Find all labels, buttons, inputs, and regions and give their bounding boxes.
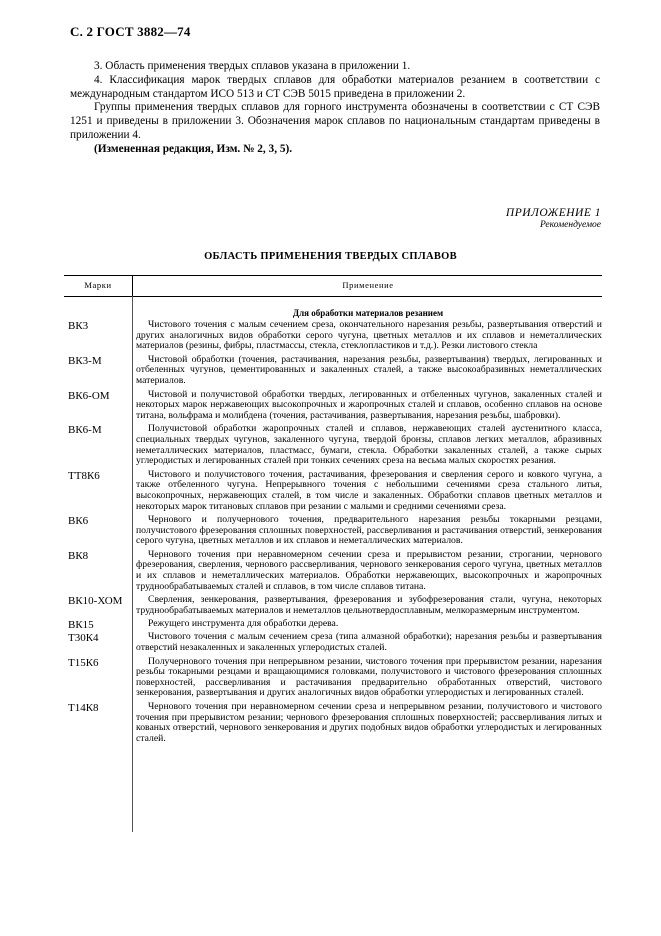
table-row — [64, 702, 602, 744]
application-text: Чернового и получернового точения, предварительного нарезания резьбы токарными резцами, получистового фрезерования сплошных поверхностей, рассверливания и растачивания отверстий, зенкерования серого чугуна, цветных металлов и их сплавов и неметаллических материалов. — [136, 514, 602, 547]
application-text: Чистового и получистового точения, растачивания, фрезерования и сверления серого и ковкого чугуна, а также отбеленного чугуна. Непрерывного точения с небольшими сечениями среза стального литья, высокопрочных, нержавеющих сталей, в том числе и закаленных. Обработки сплавов цветных металлов и некоторых марок титановых сплавов при резании с малыми и средними сечениями среза. — [136, 468, 602, 512]
appendix-label — [506, 207, 601, 230]
table-row — [64, 657, 602, 699]
application-text: Чистовой обработки (точения, растачивания, нарезания резьбы, развертывания) твердых, легированных и отбеленных чугунов, цементированных и закаленных сталей, а также высокоабразивных неметаллических материалов. — [136, 353, 602, 386]
application-text: Чистового точения с малым сечением среза, окончательного нарезания резьбы, развертывания отверстий и других аналогичных видов обработки серого чугуна, цветных металлов и их сплавов и неметаллических материалов (резины, фибры, пластмассы, стекла, стеклопластиков и т.д.). Резки листового стекла — [136, 319, 602, 352]
application-text: Чистовой и получистовой обработки твердых, легированных и отбеленных чугунов, закаленных сталей и некоторых марок нержавеющих высокопрочных и жаропрочных сталей и сплавов, особенно сплавов на основе титана, вольфрама и молибдена (точения, растачивания, развертывания, нарезания резьбы, шабровки). — [136, 388, 602, 421]
table-top-rule — [64, 275, 602, 276]
appendix-title: ПРИЛОЖЕНИЕ 1 — [505, 207, 601, 219]
table-row — [64, 550, 602, 592]
alloy-grade: ВК6-М — [68, 424, 102, 437]
application-text: Чистового точения с малым сечением среза (типа алмазной обработки); нарезания резьбы и развертывания отверстий незакаленных и закаленных углеродистых сталей. — [136, 631, 602, 654]
table-header-divider — [132, 275, 133, 296]
alloy-grade: Т15К6 — [68, 656, 99, 669]
application-text: Сверления, зенкерования, развертывания, фрезерования и зубофрезерования стали, чугуна, некоторых труднообрабатываемых материалов и неметаллов цельнотвердосплавным, мелкоразмерным инструментом. — [136, 594, 602, 616]
alloy-grade: ВК6 — [68, 515, 89, 528]
paragraph-3: 3. Область применения твердых сплавов указана в приложении 1. — [94, 60, 411, 72]
table-row — [64, 390, 602, 422]
table-header-rule — [64, 296, 602, 297]
section-title: ОБЛАСТЬ ПРИМЕНЕНИЯ ТВЕРДЫХ СПЛАВОВ — [204, 251, 457, 262]
table-row — [64, 470, 602, 512]
revision-note: (Измененная редакция, Изм. № 2, 3, 5). — [94, 142, 293, 155]
alloy-grade: Т30К4 — [68, 632, 99, 645]
column-header-marks: Марки — [84, 280, 112, 290]
alloy-grade: ВК8 — [68, 549, 89, 562]
application-table — [64, 275, 602, 832]
application-text: Получистовой обработки жаропрочных сталей и сплавов, нержавеющих сталей аустенитного класса, специальных твердых чугунов, закаленного чугуна, твердой бронзы, сплавов легких металлов, абразивных неметаллических материалов, пластмасс, бумаги, стекла. Обработки закаленных сталей, а также сырых углеродистых и легированных сталей при тонких сечениях среза на весьма малых скоростях резания. — [136, 423, 602, 467]
table-rows — [64, 320, 602, 744]
table-row — [64, 595, 602, 616]
alloy-grade: ВК15 — [68, 619, 94, 632]
application-text: Чернового точения при неравномерном сечении среза и непрерывном резании, получистового и чистового точения при прерывистом резании; чернового фрезерования сплошных поверхностей; рассверливания литых и кованых отверстий, чернового зенкерования и других подобных видов обработки углеродистых и легированных сталей. — [136, 701, 602, 744]
application-text: Режущего инструмента для обработки дерева. — [148, 618, 339, 630]
application-text: Получернового точения при непрерывном резании, чистового точения при прерывистом резании, нарезания резьбы токарными резцами и вращающимися головками, получистового и чистового фрезерования сплошных поверхностей, рассверливания и растачивания предварительно обработанных отверстий, чистового зенкерования, развертывания и других аналогичных видов обработки углеродистых и легированных сталей. — [136, 655, 602, 699]
intro-text — [70, 60, 600, 157]
table-row — [64, 355, 602, 387]
appendix-status: Рекомендуемое — [539, 220, 601, 230]
alloy-grade: ТТ8К6 — [68, 469, 100, 482]
table-row — [64, 320, 602, 352]
paragraph-groups: Группы применения твердых сплавов для горного инструмента обозначены в соответствии с СТ СЭВ 1251 и приведены в приложении 3. Обозначения марок сплавов по национальным стандартам приведены в приложении 4. — [70, 101, 600, 141]
table-row — [64, 632, 602, 653]
application-text: Чернового точения при неравномерном сечении среза и прерывистом резании, строгании, чернового фрезерования, сверления, чернового рассверливания, чернового зенкерования серого чугуна, цветных металлов и их сплавов и неметаллических материалов. Обработки нержавеющих, высокопрочных и жаропрочных труднообрабатываемых сталей и сплавов, в том числе сплавов титана. — [136, 548, 602, 592]
alloy-grade: ВК10-ХОМ — [68, 595, 123, 608]
alloy-grade: ВК3-М — [68, 354, 102, 367]
table-subheading: Для обработки материалов резанием — [292, 308, 444, 318]
alloy-grade: ВК3 — [68, 320, 89, 332]
page-header: С. 2 ГОСТ 3882—74 — [70, 24, 191, 39]
table-row — [64, 424, 602, 466]
table-row — [64, 619, 602, 631]
table-row — [64, 515, 602, 547]
paragraph-4: 4. Классификация марок твердых сплавов для обработки материалов резанием в соответствии с международным стандартом ИСО 513 и СТ СЭВ 5015 приведена в приложении 2. — [70, 73, 600, 100]
alloy-grade: ВК6-ОМ — [68, 389, 110, 402]
alloy-grade: Т14К8 — [68, 702, 99, 714]
column-header-application: Применение — [342, 280, 394, 290]
